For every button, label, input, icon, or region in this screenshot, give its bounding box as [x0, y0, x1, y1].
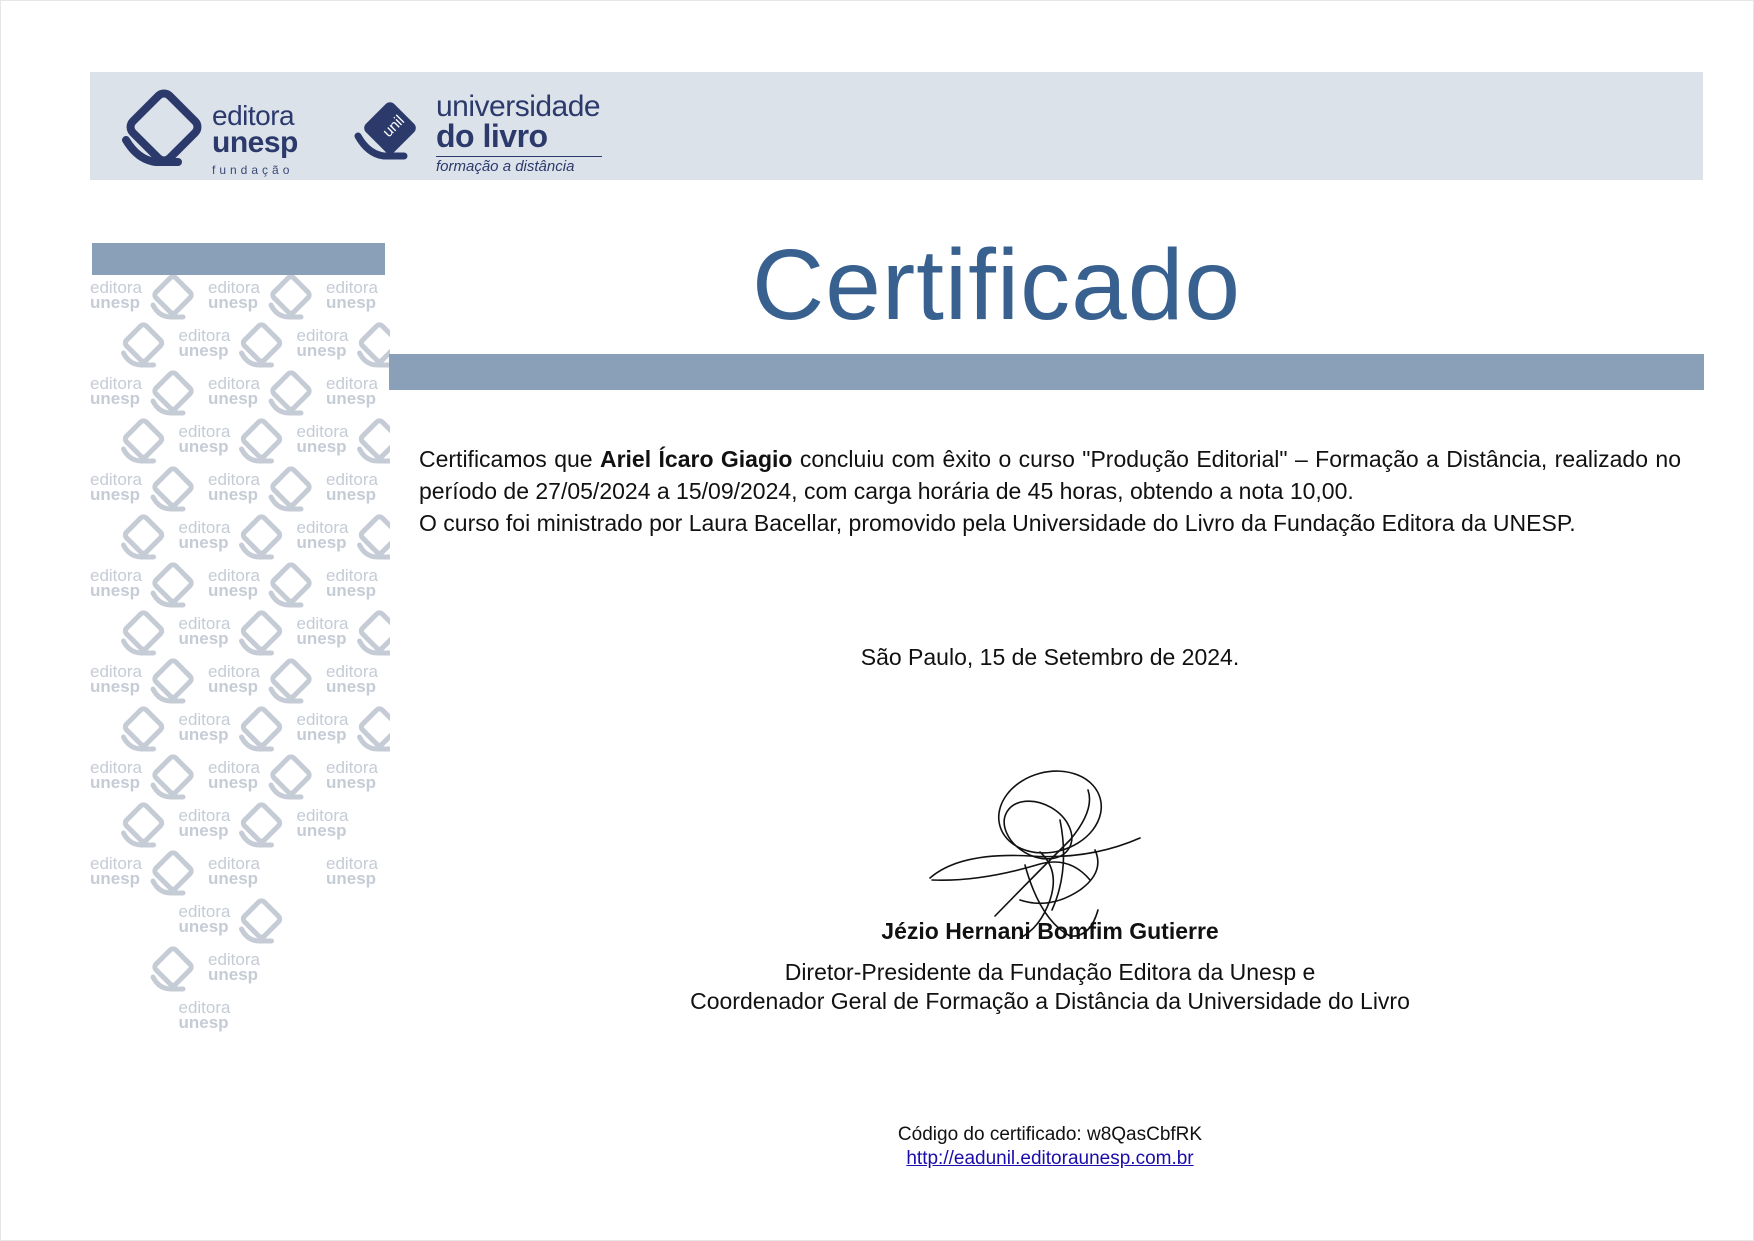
watermark-editora-text: editora [208, 470, 260, 489]
watermark-editora-text: editora [208, 854, 260, 873]
watermark-unesp-text: unesp [90, 581, 141, 600]
certificate-body [419, 443, 1681, 539]
watermark-logo-icon [271, 467, 311, 507]
editora-unesp-watermark-pattern [90, 275, 390, 1045]
title-accent-bar [389, 354, 1704, 390]
body-intro: Certificamos que [419, 446, 600, 472]
watermark-editora-text: editora [296, 422, 349, 441]
side-accent-bar [92, 243, 385, 275]
watermark-editora-text: editora [326, 662, 378, 681]
watermark-logo-icon [124, 707, 164, 747]
watermark-unesp-text: unesp [90, 773, 141, 792]
watermark-logo-icon [153, 659, 193, 699]
student-name: Ariel Ícaro Giagio [599, 446, 793, 472]
watermark-editora-text: editora [178, 710, 231, 729]
watermark-logo-icon [124, 419, 164, 459]
watermark-editora-text: editora [90, 662, 142, 681]
watermark-editora-text: editora [178, 326, 231, 345]
signer-role-line-2: Coordenador Geral de Formação a Distância da Universidade do Livro [690, 988, 1410, 1014]
watermark-logo-icon [271, 275, 311, 315]
watermark-unesp-text: unesp [178, 821, 229, 840]
watermark-logo-icon [271, 371, 311, 411]
watermark-editora-text: editora [208, 758, 260, 777]
watermark-editora-text: editora [178, 518, 231, 537]
watermark-unesp-text: unesp [90, 389, 141, 408]
watermark-editora-text: editora [296, 614, 349, 633]
watermark-unesp-text: unesp [326, 581, 377, 600]
watermark-unesp-text: unesp [326, 677, 377, 696]
watermark-editora-text: editora [208, 278, 260, 297]
watermark-logo-icon [271, 563, 311, 603]
watermark-editora-text: editora [90, 854, 142, 873]
watermark-editora-text: editora [208, 950, 260, 969]
watermark-unesp-text: unesp [326, 773, 377, 792]
watermark-unesp-text: unesp [208, 485, 259, 504]
watermark-unesp-text: unesp [90, 677, 141, 696]
watermark-editora-text: editora [326, 470, 378, 489]
watermark-unesp-text: unesp [326, 869, 377, 888]
watermark-editora-text: editora [90, 566, 142, 585]
watermark-unesp-text: unesp [296, 341, 347, 360]
watermark-unesp-text: unesp [296, 725, 347, 744]
watermark-logo-icon [124, 515, 164, 555]
watermark-editora-text: editora [208, 374, 260, 393]
watermark-unesp-text: unesp [326, 293, 377, 312]
watermark-editora-text: editora [326, 566, 378, 585]
watermark-unesp-text: unesp [296, 821, 347, 840]
watermark-unesp-text: unesp [208, 581, 259, 600]
watermark-logo-icon [242, 611, 282, 651]
watermark-editora-text: editora [296, 326, 349, 345]
watermark-unesp-text: unesp [178, 1013, 229, 1032]
watermark-editora-text: editora [296, 806, 349, 825]
watermark-logo-icon [153, 947, 193, 987]
watermark-editora-text: editora [178, 902, 231, 921]
watermark-logo-icon [242, 803, 282, 843]
logo-do-livro-word: do livro [436, 118, 548, 154]
watermark-unesp-text: unesp [178, 725, 229, 744]
watermark-logo-icon [242, 323, 282, 363]
watermark-editora-text: editora [208, 566, 260, 585]
watermark-editora-text: editora [326, 854, 378, 873]
watermark-logo-icon [271, 755, 311, 795]
logo-fundacao-word: fundação [212, 163, 294, 177]
watermark-unesp-text: unesp [296, 533, 347, 552]
logo-formacao-word: formação a distância [436, 156, 602, 174]
logo-unesp-word: unesp [212, 126, 298, 159]
watermark-unesp-text: unesp [90, 485, 141, 504]
watermark-unesp-text: unesp [326, 389, 377, 408]
watermark-unesp-text: unesp [178, 533, 229, 552]
watermark-unesp-text: unesp [178, 629, 229, 648]
body-paragraph-2: O curso foi ministrado por Laura Bacellar, promovido pela Universidade do Livro da Fundação Editora da UNESP. [419, 510, 1576, 536]
certificate-verification-link[interactable]: http://eadunil.editoraunesp.com.br [906, 1148, 1194, 1169]
watermark-logo-icon [153, 563, 193, 603]
watermark-logo-icon [242, 899, 282, 939]
certificate-title: Certificado [752, 229, 1241, 341]
watermark-unesp-text: unesp [90, 293, 141, 312]
certificate-link-wrapper [419, 1148, 1681, 1170]
watermark-editora-text: editora [90, 470, 142, 489]
signer-role [419, 958, 1681, 1016]
watermark-unesp-text: unesp [208, 389, 259, 408]
watermark-unesp-text: unesp [178, 917, 229, 936]
watermark-logo-icon [153, 275, 193, 315]
watermark-logo-icon [153, 755, 193, 795]
watermark-editora-text: editora [178, 998, 231, 1017]
watermark-unesp-text: unesp [208, 293, 259, 312]
watermark-editora-text: editora [326, 278, 378, 297]
editora-unesp-logo-text [212, 102, 298, 176]
watermark-logo-icon [153, 371, 193, 411]
watermark-logo-icon [124, 803, 164, 843]
watermark-unesp-text: unesp [208, 869, 259, 888]
watermark-editora-text: editora [178, 806, 231, 825]
logo-universidade-word: universidade [436, 90, 601, 123]
watermark-editora-text: editora [90, 758, 142, 777]
watermark-logo-icon [153, 467, 193, 507]
watermark-unesp-text: unesp [296, 629, 347, 648]
watermark-editora-text: editora [296, 518, 349, 537]
universidade-do-livro-logo-text [436, 92, 602, 174]
watermark-unesp-text: unesp [178, 341, 229, 360]
watermark-editora-text: editora [326, 374, 378, 393]
watermark-editora-text: editora [90, 374, 142, 393]
watermark-logo-icon [242, 515, 282, 555]
body-paragraph-1 [419, 443, 1681, 507]
signer-role-line-1: Diretor-Presidente da Fundação Editora da Unesp e [784, 959, 1316, 985]
watermark-unesp-text: unesp [90, 869, 141, 888]
logo-editora-word: editora [212, 100, 295, 131]
watermark-editora-text: editora [296, 710, 349, 729]
body-course-details: concluiu com êxito o curso "Produção Editorial" – Formação a Distância, realizado no período de 27/05/2024 a 15/09/2024, com carga horária de 45 horas, obtendo a nota 10,00. [419, 446, 1681, 504]
unil-badge-text: unil [379, 112, 408, 141]
watermark-logo-icon [271, 659, 311, 699]
watermark-logo-icon [124, 611, 164, 651]
signer-name: Jézio Hernani Bomfim Gutierre [881, 918, 1219, 944]
place-date: São Paulo, 15 de Setembro de 2024. [860, 644, 1240, 670]
watermark-editora-text: editora [90, 278, 142, 297]
certificate-code: Código do certificado: w8QasCbfRK [897, 1124, 1203, 1145]
watermark-unesp-text: unesp [208, 773, 259, 792]
header-band [90, 72, 1703, 180]
watermark-unesp-text: unesp [326, 485, 377, 504]
watermark-editora-text: editora [178, 422, 231, 441]
watermark-unesp-text: unesp [208, 965, 259, 984]
watermark-unesp-text: unesp [296, 437, 347, 456]
watermark-logo-icon [153, 851, 193, 891]
watermark-unesp-text: unesp [178, 437, 229, 456]
watermark-editora-text: editora [208, 662, 260, 681]
watermark-unesp-text: unesp [208, 677, 259, 696]
watermark-logo-icon [242, 419, 282, 459]
watermark-logo-icon [124, 323, 164, 363]
watermark-editora-text: editora [326, 758, 378, 777]
watermark-logo-icon [242, 707, 282, 747]
watermark-editora-text: editora [178, 614, 231, 633]
